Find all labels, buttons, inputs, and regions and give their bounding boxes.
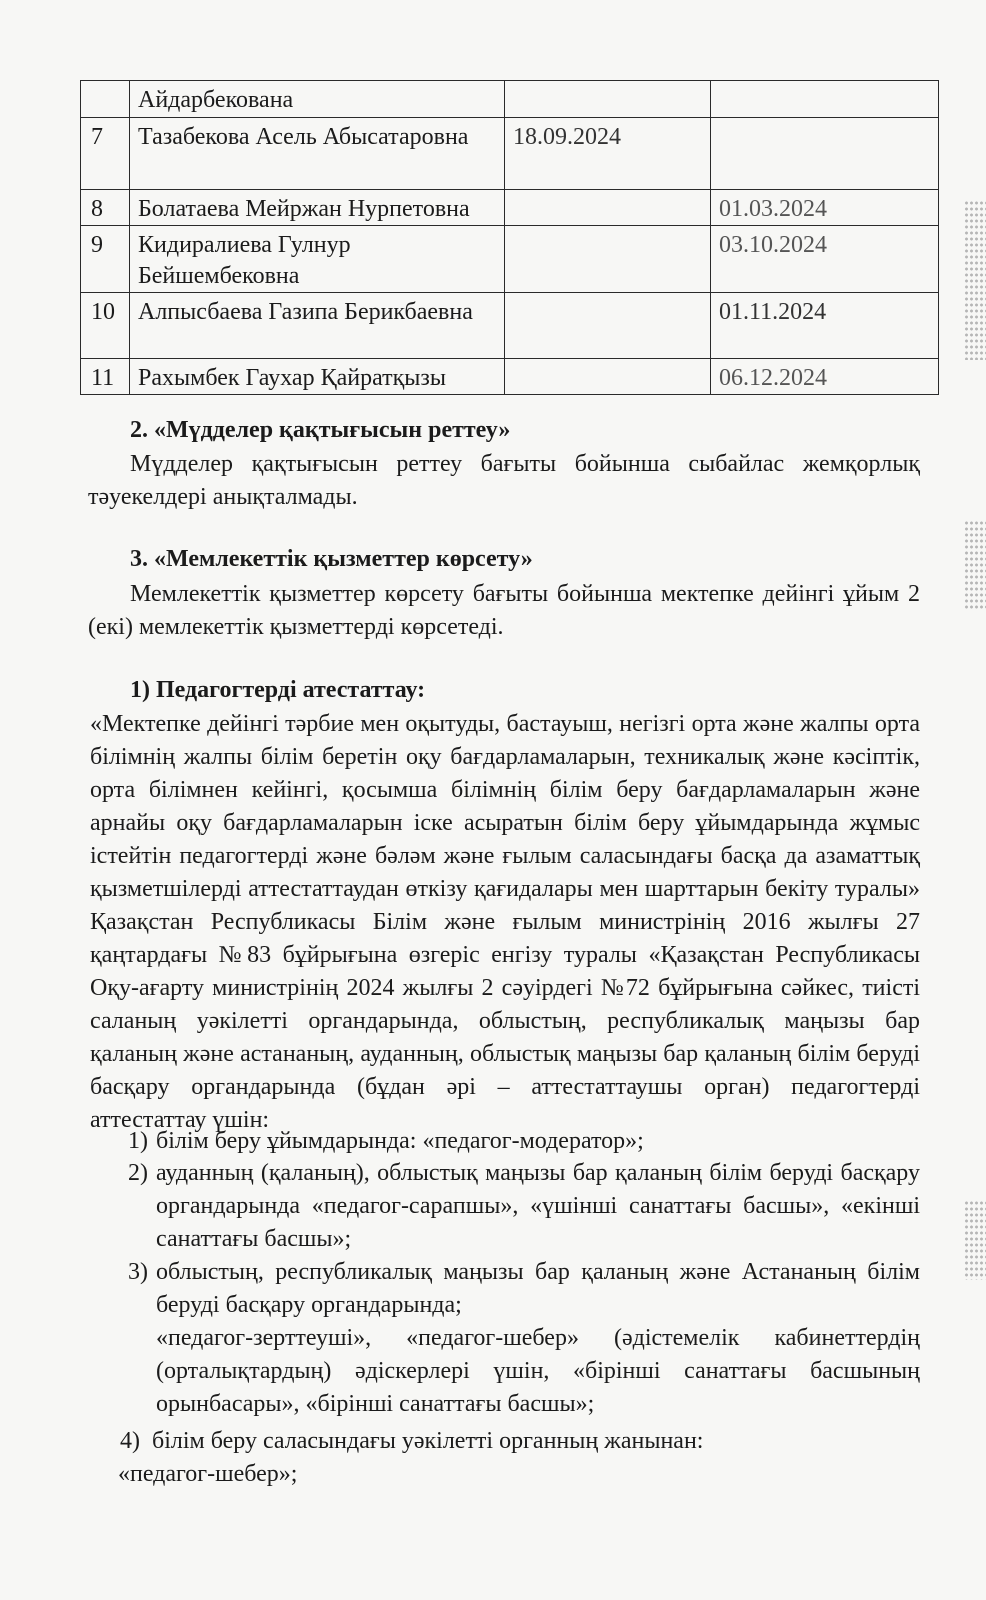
row-date-2 xyxy=(711,118,939,190)
row-date-1 xyxy=(505,81,711,118)
list-item xyxy=(120,1425,920,1458)
row-date-1 xyxy=(505,293,711,359)
list-text: «педагог-зерттеуші», «педагог-шебер» (әдістемелік кабинеттердің (орталықтардың) әдіскерлері үшін, «бірінші санаттағы басшының орынбасары», «бірінші санаттағы басшы»; xyxy=(156,1325,920,1417)
binder-holes xyxy=(964,200,986,360)
table-row xyxy=(81,118,939,190)
row-number: 11 xyxy=(81,359,130,395)
list-item xyxy=(128,1157,920,1256)
list-text: білім беру саласындағы уәкілетті органның жанынан: xyxy=(152,1428,704,1454)
section-3-text: Мемлекеттік қызметтер көрсету бағыты бойынша мектепке дейінгі ұйым 2 (екі) мемлекеттік қызметтерді көрсетеді. xyxy=(88,581,920,640)
table-row xyxy=(81,359,939,395)
row-name: Рахымбек Гаухар Қайратқызы xyxy=(130,359,505,395)
row-name: Болатаева Мейржан Нурпетовна xyxy=(130,190,505,226)
binder-holes xyxy=(964,520,986,610)
list-text: облыстың, республикалық маңызы бар қаланың және Астананың білім беруді басқару органдарында; xyxy=(156,1259,920,1318)
row-date-1 xyxy=(505,359,711,395)
row-date-1 xyxy=(505,226,711,293)
list-number: 3) xyxy=(128,1259,148,1285)
row-date-2: 01.11.2024 xyxy=(711,293,939,359)
list-item xyxy=(128,1256,920,1322)
row-number: 10 xyxy=(81,293,130,359)
section-2-heading: 2. «Мүдделер қақтығысын реттеу» xyxy=(130,417,511,443)
row-date-1: 18.09.2024 xyxy=(505,118,711,190)
table-row xyxy=(81,226,939,293)
row-date-2: 01.03.2024 xyxy=(711,190,939,226)
row-date-1 xyxy=(505,190,711,226)
row-name: Алпысбаева Газипа Берикбаевна xyxy=(130,293,505,359)
row-date-2: 06.12.2024 xyxy=(711,359,939,395)
row-name: Кидиралиева Гулнур Бейшембековна xyxy=(130,226,505,293)
list-item xyxy=(118,1458,920,1491)
list-number: 1) xyxy=(128,1128,148,1154)
list-item xyxy=(128,1322,920,1421)
list-text: «педагог-шебер»; xyxy=(118,1461,298,1487)
list-number: 4) xyxy=(120,1428,140,1454)
binder-holes xyxy=(964,1200,986,1280)
row-number: 8 xyxy=(81,190,130,226)
list-item xyxy=(128,1125,920,1158)
list-text: білім беру ұйымдарында: «педагог-модератор»; xyxy=(156,1128,644,1154)
table-row xyxy=(81,293,939,359)
row-date-2: 03.10.2024 xyxy=(711,226,939,293)
row-number xyxy=(81,81,130,118)
staff-table xyxy=(80,80,939,395)
row-number: 7 xyxy=(81,118,130,190)
subsection-1-text: «Мектепке дейінгі тәрбие мен оқытуды, бастауыш, негізгі орта және жалпы орта білімнің жалпы білім беретін оқу бағдарламаларын, техникалық және кәсіптік, орта білімнен кейінгі, қосымша білімнің білім беру бағдарламаларын және арнайы оқу бағдарламаларын іске асыратын білім беру ұйымдарында жұмыс істейтін педагогтерді және бәләм және ғылым саласындағы басқа да азаматтық қызметшілерді аттестаттаудан өткізу қағидалары мен шарттарын бекіту туралы» Қазақстан Республикасы Білім және ғылым министрінің 2016 жылғы 27 қаңтардағы №83 бұйрығына өзгеріс енгізу туралы «Қазақстан Республикасы Оқу-ағарту министрінің 2024 жылғы 2 сәуірдегі №72 бұйрығына сәйкес, тиісті саланың уәкілетті органдарында, облыстың, республикалық маңызы бар қаланың және астананың, ауданның, облыстық маңызы бар қаланың білім беруді басқару органдарында (бұдан әрі – аттестаттаушы орган) педагогтерді аттестаттау үшін: xyxy=(90,711,920,1133)
row-date-2 xyxy=(711,81,939,118)
list-number: 2) xyxy=(128,1160,148,1186)
table-row xyxy=(81,190,939,226)
row-name: Тазабекова Асель Абысатаровна xyxy=(130,118,505,190)
section-3-heading: 3. «Мемлекеттік қызметтер көрсету» xyxy=(130,546,533,572)
row-number: 9 xyxy=(81,226,130,293)
row-name: Айдарбекована xyxy=(130,81,505,118)
list-text: ауданның (қаланың), облыстық маңызы бар қаланың білім беруді басқару органдарында «педагог-сарапшы», «үшінші санаттағы басшы», «екінші санаттағы басшы»; xyxy=(156,1160,920,1252)
table-row xyxy=(81,81,939,118)
subsection-1-heading: 1) Педагогтерді атестаттау: xyxy=(130,677,426,703)
section-2-text: Мүдделер қақтығысын реттеу бағыты бойынша сыбайлас жемқорлық тәуекелдері анықталмады. xyxy=(88,451,920,510)
